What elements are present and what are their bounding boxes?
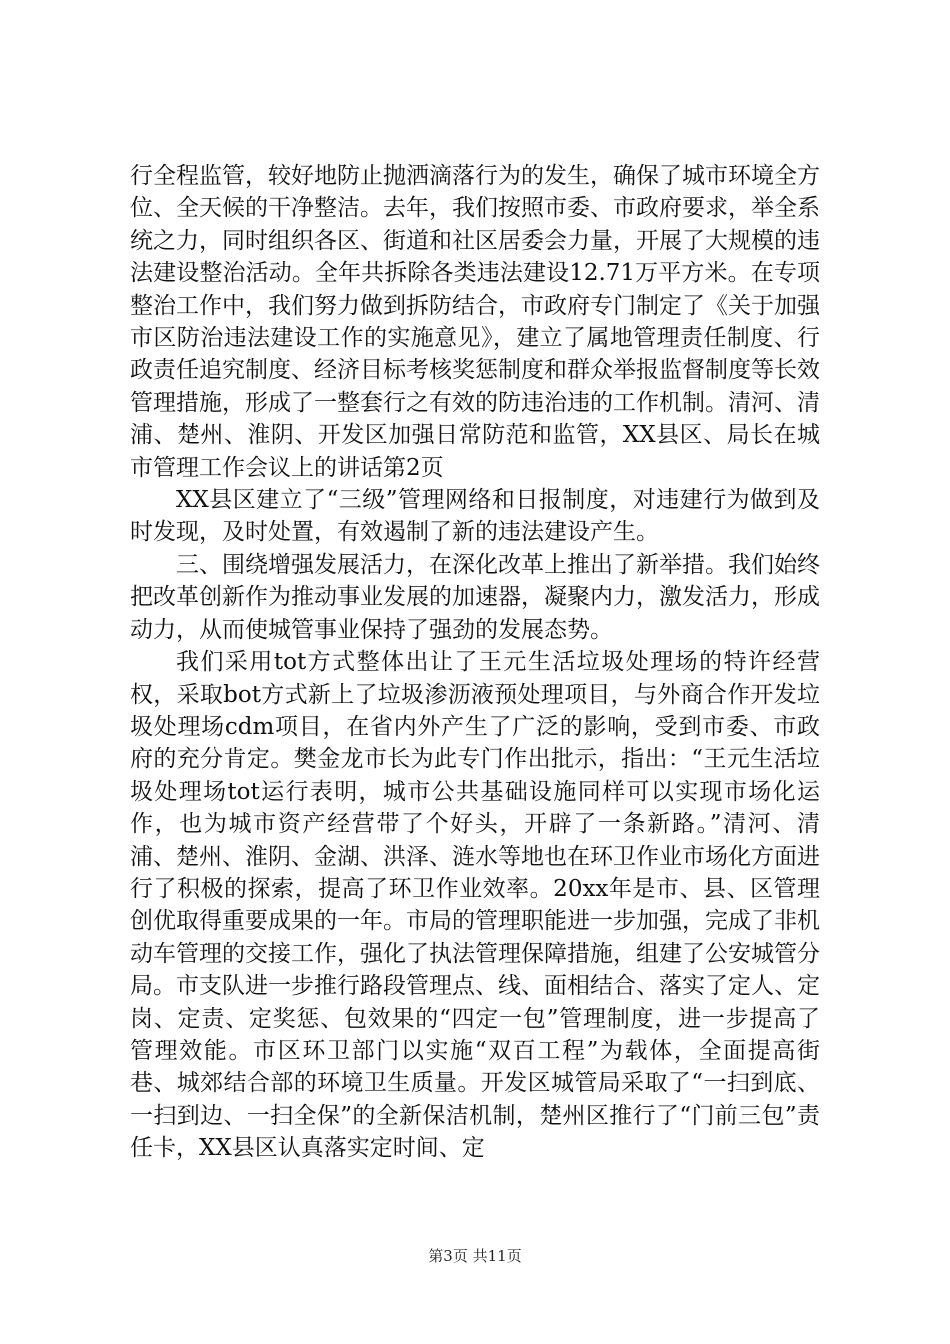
page-footer: 第3页 共11页 — [428, 1247, 522, 1265]
paragraph: 我们采用tot方式整体出让了王元生活垃圾处理场的特许经营权，采取bot方式新上了垃圾渗沥液预处理项目，与外商合作开发垃圾处理场cdm项目，在省内外产生了广泛的影响，受到市委、市政府的充分肯定。樊金龙市长为此专门作出批示，指出：“王元生活垃圾处理场tot运行表明，城市公共基础设施同样可以实现市场化运作，也为城市资产经营带了个好头，开辟了一条新路。”清河、清浦、楚州、淮阴、金湖、洪泽、涟水等地也在环卫作业市场化方面进行了积极的探索，提高了环卫作业效率。20xx年是市、县、区管理创优取得重要成果的一年。市局的管理职能进一步加强，完成了非机动车管理的交接工作，强化了执法管理保障措施，组建了公安城管分局。市支队进一步推行路段管理点、线、面相结合、落实了定人、定岗、定责、定奖惩、包效果的“四定一包”管理制度，进一步提高了管理效能。市区环卫部门以实施“双百工程”为载体，全面提高街巷、城郊结合部的环境卫生质量。开发区城管局采取了“一扫到底、一扫到边、一扫全保”的全新保洁机制，楚州区推行了“门前三包”责任卡，XX县区认真落实定时间、定 — [130, 649, 820, 1162]
document-body — [130, 160, 820, 1165]
paragraph: 三、围绕增强发展活力，在深化改革上推出了新举措。我们始终把改革创新作为推动事业发展的加速器，凝聚内力，激发活力，形成动力，从而使城管事业保持了强劲的发展态势。 — [130, 551, 820, 643]
paragraph: XX县区建立了“三级”管理网络和日报制度，对违建行为做到及时发现，及时处置，有效遏制了新的违法建设产生。 — [130, 487, 820, 546]
paragraph-continued: 行全程监管，较好地防止抛洒滴落行为的发生，确保了城市环境全方位、全天候的干净整洁。去年，我们按照市委、市政府要求，举全系统之力，同时组织各区、街道和社区居委会力量，开展了大规模的违法建设整治活动。全年共拆除各类违法建设12.71万平方米。在专项整治工作中，我们努力做到拆防结合，市政府专门制定了《关于加强市区防治违法建设工作的实施意见》，建立了属地管理责任制度、行政责任追究制度、经济目标考核奖惩制度和群众举报监督制度等长效管理措施，形成了一整套行之有效的防违治违的工作机制。清河、清浦、楚州、淮阴、开发区加强日常防范和监管，XX县区、局长在城市管理工作会议上的讲话第2页 — [130, 163, 820, 481]
